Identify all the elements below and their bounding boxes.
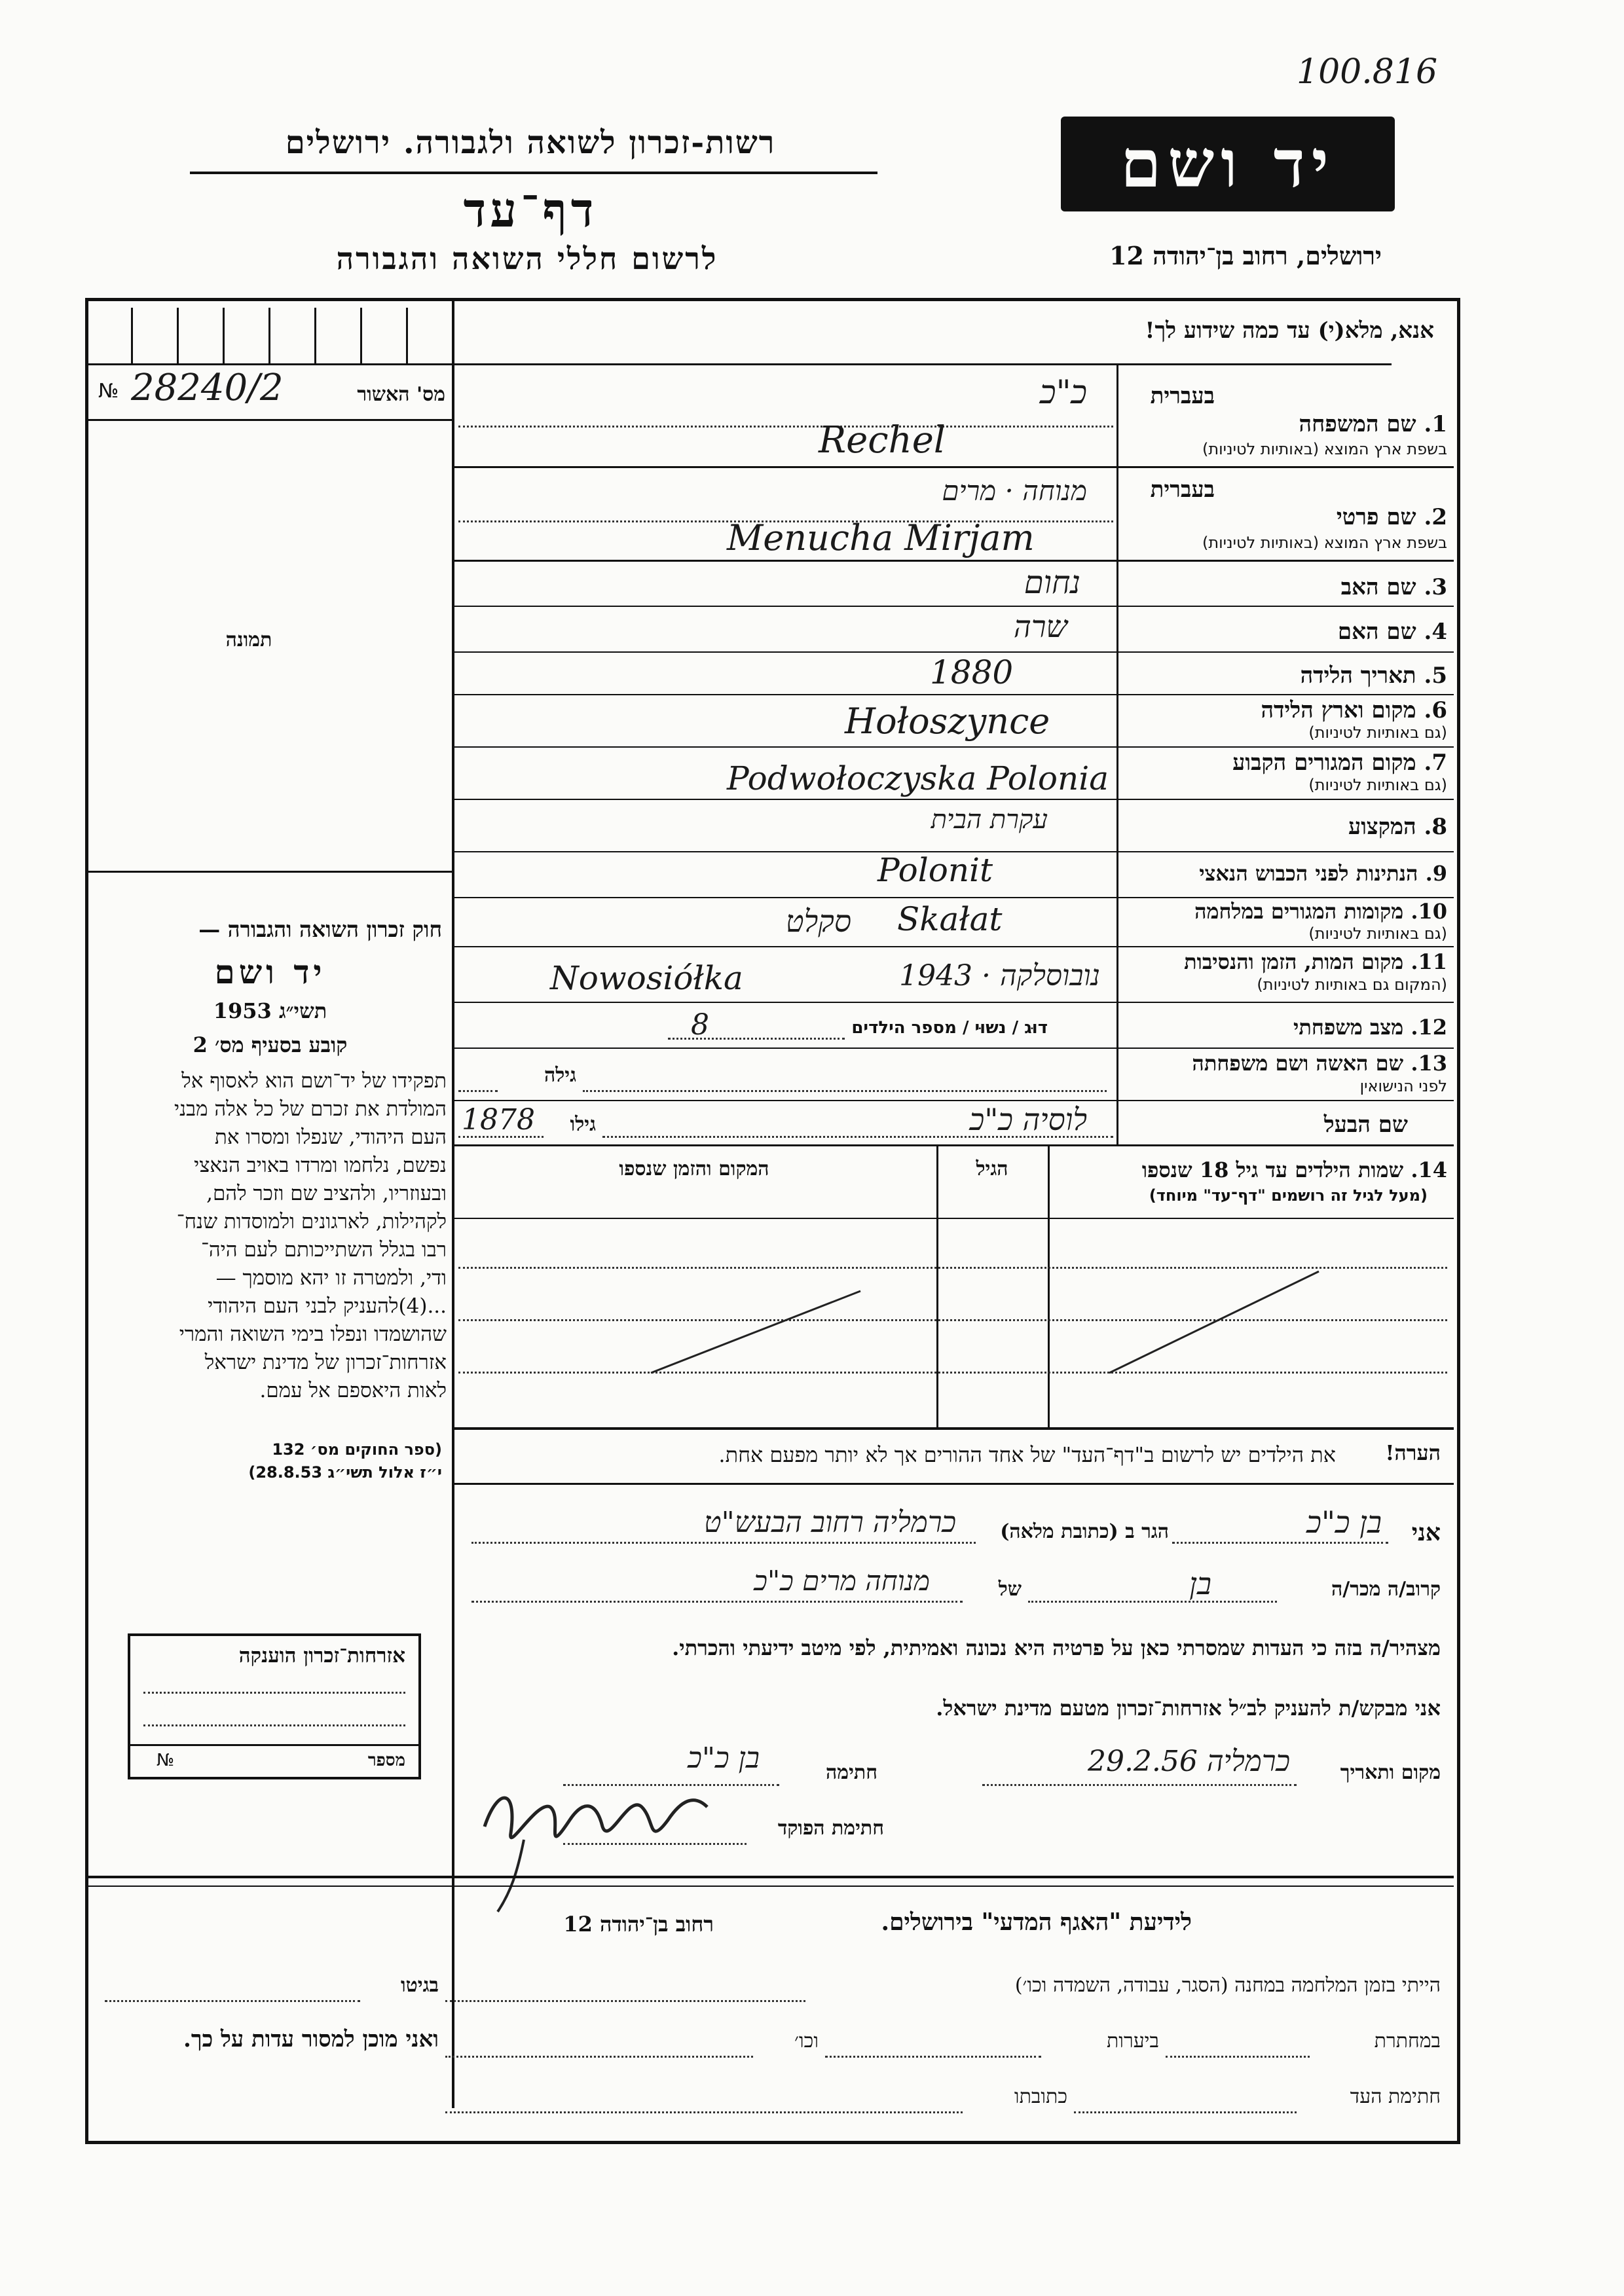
note-label: הערה! [1385, 1440, 1441, 1465]
place-date-value[interactable]: כרמליה 29.2.56 [1087, 1745, 1290, 1778]
law-name: יד ושם [214, 953, 326, 991]
place-date-label: מקום ותאריך [1340, 1761, 1441, 1784]
footer-line-3-a: חתימת העד [1350, 2085, 1441, 2108]
field-13-num: 13. [1411, 1051, 1447, 1076]
field-10-value-latin[interactable]: Skałat [897, 900, 1003, 938]
archive-number: 100.816 [1297, 52, 1438, 92]
law-line: שהושמדו ונפלו בימי השואה והמרי [179, 1322, 447, 1346]
field-5-num: 5. [1424, 663, 1447, 689]
field-6-label [1120, 697, 1447, 723]
husband-age-value[interactable]: 1878 [462, 1103, 535, 1137]
law-line: לקהילות, לארגונים ולמוסדות שנח־ [176, 1210, 447, 1233]
field-10-name: מקומות המגורים במלחמה [1194, 899, 1404, 924]
declaration-i-value[interactable]: בן כ"כ [1306, 1504, 1382, 1540]
signature-label: חתימה [826, 1761, 877, 1784]
law-ref-2: י״ז אלול תשי״ג 28.8.53) [248, 1463, 442, 1482]
footer-line-1-b: בגיטו [400, 1974, 439, 1997]
field-3-label [1120, 574, 1447, 600]
field-2-label [1120, 504, 1447, 530]
field-11-label [1120, 949, 1447, 974]
husband-label: שם הבעל [1323, 1112, 1408, 1138]
declaration-statement-2: אני מבקש/ת להעניק לב״ל אזרחות־זכרון מטעם מדינת ישראל. [936, 1696, 1441, 1721]
field-6-name: מקום וארץ הלידה [1261, 697, 1416, 723]
declaration-of-label: של [998, 1578, 1022, 1601]
children-title [1054, 1157, 1447, 1182]
husband-value[interactable]: לוסיה כ"כ [969, 1102, 1087, 1137]
field-13-name: שם האשה ושם משפחתה [1192, 1051, 1404, 1076]
field-13-label [1120, 1051, 1447, 1076]
law-line: ובעוזריו, ולהציב שם וזכר להם, [206, 1182, 447, 1205]
field-1-num: 1. [1424, 411, 1447, 437]
children-col-age: הגיל [976, 1157, 1008, 1180]
field-5-name: תאריך הלידה [1300, 663, 1416, 689]
law-line: ...(4)להעניק לבני העם היהודי [208, 1294, 447, 1318]
field-3-name: שם האב [1340, 574, 1416, 600]
field-1-sub: בשפת ארץ המוצא (באותיות לטיניות) [1202, 440, 1447, 458]
children-num: 14. [1411, 1157, 1447, 1182]
logo-text: יד ושם [1120, 125, 1335, 202]
field-11-num: 11. [1411, 949, 1447, 974]
footer-address: רחוב בן־יהודה 12 [563, 1912, 714, 1937]
certificate-no-prefix: № [157, 1751, 175, 1770]
law-line: אזרחות־זכרון של מדינת ישראל [204, 1351, 447, 1374]
field-7-value[interactable]: Podwołoczyska Polonia [727, 759, 1109, 797]
footer-line-1-a: הייתי בזמן המלחמה במחנה (הסגר, עבודה, השמדה וכו׳) [1014, 1974, 1441, 1997]
officer-signature-label: חתימת הפוקד [777, 1817, 884, 1840]
field-12-name: מצב משפחתי [1293, 1015, 1404, 1040]
field-11-value-latin[interactable]: Nowosiółka [550, 959, 743, 997]
footer-line-2-a: במחתרת [1374, 2030, 1441, 2052]
field-10-label [1120, 899, 1447, 924]
children-title-text: שמות הילדים עד גיל 18 שנספו [1141, 1157, 1404, 1182]
field-7-sub: (גם באותיות לטיניות) [1308, 776, 1447, 794]
field-11-sub: (המקום גם באותיות לטיניות) [1257, 975, 1447, 994]
field-7-name: מקום המגורים הקבוע [1232, 750, 1416, 776]
law-line: נפשם, נלחמו ומרדו באויב הנאצי [194, 1154, 447, 1177]
field-10-num: 10. [1411, 899, 1447, 924]
approval-prefix: № [98, 380, 119, 403]
footer-line-2-c: וכו׳ [794, 2030, 819, 2052]
field-9-num: 9. [1425, 861, 1447, 886]
law-line: תפקידו של יד־ושם הוא לאסוף אל [181, 1069, 447, 1093]
law-line: לאות היאספם אל עמם. [259, 1379, 447, 1402]
field-5-label [1120, 663, 1447, 689]
field-12-num: 12. [1411, 1015, 1447, 1040]
declaration-living-label: הגר ב (כתובת מלאה) [1000, 1520, 1169, 1543]
field-1-value-latin[interactable]: Rechel [819, 419, 946, 462]
law-title: חוק זכרון השואה והגבורה — [198, 917, 442, 942]
law-line: ודי, ולמטרה זו יהא מוסמך — [215, 1266, 447, 1290]
footer-line-2-b: ביערות [1106, 2030, 1159, 2052]
footer-line-3-b: כתובתו [1014, 2085, 1067, 2108]
declaration-i-label: אני [1411, 1519, 1441, 1546]
field-10-value[interactable]: סקלט [785, 903, 851, 939]
declaration-living-value[interactable]: כרמליה רחוב הבעש"ט [703, 1506, 956, 1539]
field-5-value[interactable]: 1880 [930, 653, 1014, 691]
field-2-num: 2. [1424, 504, 1447, 530]
children-strikeout [454, 1219, 1454, 1427]
law-ref-1: (ספר החוקים מס׳ 132 [272, 1440, 442, 1459]
field-12-label [1120, 1015, 1447, 1040]
field-7-num: 7. [1424, 750, 1447, 776]
field-1-hebrew-tag: בעברית [1150, 383, 1215, 409]
field-1-label [1120, 411, 1447, 437]
field-1-name: שם המשפחה [1299, 411, 1416, 437]
certificate-number-label: מספר [367, 1751, 405, 1770]
field-4-label [1120, 619, 1447, 645]
certificate-box [128, 1633, 421, 1779]
children-col-place: המקום והזמן שנספו [619, 1157, 769, 1180]
field-8-label [1120, 814, 1447, 840]
wife-age-label: גילה [544, 1064, 576, 1087]
law-paragraph [93, 1067, 447, 1405]
note-text: את הילדים יש לרשום ב"דף־העד" של אחד ההורים אך לא יותר מפעם אחת. [718, 1442, 1336, 1467]
footer-title: לידיעת "האגף המדעי" בירושלים. [881, 1908, 1192, 1936]
yad-vashem-logo [1061, 117, 1395, 211]
field-7-label [1120, 750, 1447, 776]
footer-line-2-d: ואני מוכן למסור עדות על כך. [183, 2026, 439, 2052]
field-8-num: 8. [1424, 814, 1447, 840]
law-line: העם היהודי, שנפלו ומסרו את [214, 1125, 447, 1149]
approval-number: 28240/2 [131, 367, 284, 409]
law-line: רבו בגלל השתייכותם לעם היה־ [200, 1238, 447, 1262]
law-year-greg: 1953 [213, 998, 272, 1023]
field-9-value[interactable]: Polonit [877, 851, 993, 889]
field-2-value-he[interactable]: מנוחה · מרים [942, 475, 1087, 507]
field-2-hebrew-tag: בעברית [1150, 477, 1215, 503]
law-line: המולדת את זכרם של כל אלה מבני [174, 1097, 447, 1121]
certificate-title: אזרחות־זכרון הוענקה [238, 1644, 405, 1667]
officer-signature-scribble [471, 1761, 720, 1918]
law-clause: קובע בסעיף מס׳ 2 [193, 1032, 348, 1057]
field-6-sub: (גם באותיות לטיניות) [1308, 723, 1447, 742]
law-year-heb: תשי״ג [278, 998, 327, 1023]
field-4-num: 4. [1424, 619, 1447, 645]
field-4-name: שם האם [1337, 619, 1416, 645]
marital-options: דוּג / נשוּי / מספר הילדים [851, 1018, 1048, 1038]
field-10-sub: (גם באותיות לטיניות) [1308, 924, 1447, 943]
field-2-name: שם פרטי [1336, 504, 1416, 530]
children-count-value[interactable]: 8 [691, 1008, 709, 1042]
husband-age-label: גילו [570, 1113, 596, 1136]
field-2-sub: בשפת ארץ המוצא (באותיות לטיניות) [1202, 534, 1447, 552]
field-3-value[interactable]: נחום [1024, 564, 1080, 601]
field-6-value[interactable]: Hołoszynce [845, 701, 1050, 742]
field-2-value-latin[interactable]: Menucha Mirjam [727, 517, 1035, 558]
field-9-name: הנתינות לפני הכבוש הנאצי [1199, 861, 1418, 886]
photo-label: תמונה [225, 629, 272, 651]
declaration-relative-value[interactable]: בן [1189, 1566, 1211, 1601]
children-sub: (מעל לגיל זה רושמים "דף־עד" מיוחד) [1149, 1186, 1428, 1205]
authority-name: רשות-זכרון לשואה ולגבורה. ירושלים [285, 124, 776, 161]
field-13-sub: לפני הנישואין [1359, 1077, 1447, 1095]
declaration-relative-label: קרוב/ה מכר/ה [1331, 1578, 1441, 1601]
field-8-value[interactable]: עקרת הבית [931, 805, 1048, 835]
field-6-num: 6. [1424, 697, 1447, 723]
header-address: ירושלים, רחוב בן־יהודה 12 [1109, 241, 1382, 270]
intro-text: אנא, מלא(י) עד כמה שידוע לך! [1145, 318, 1434, 344]
field-1-value-he[interactable]: כ"כ [1040, 373, 1087, 411]
field-3-num: 3. [1424, 574, 1447, 600]
field-11-name: מקום המות, הזמן והנסיבות [1184, 949, 1404, 974]
declaration-of-value[interactable]: מנוחה מרים כ"כ [754, 1565, 930, 1597]
law-year-row [98, 998, 442, 1023]
field-9-label [1120, 861, 1447, 886]
form-subtitle: לרשום חללי השואה והגבורה [336, 241, 718, 276]
field-8-name: המקצוע [1348, 814, 1416, 840]
approval-label: מס' האשור [357, 383, 445, 406]
field-11-value[interactable]: נובוסלקה · 1943 [899, 959, 1100, 993]
declaration-statement-1: מצהיר/ה בזה כי העדות שמסרתי כאן על פרטיה היא נכונה ואמיתית, לפי מיטב ידיעתי והכרתי. [672, 1635, 1441, 1660]
form-title: דף־עד [463, 182, 598, 238]
signature-value[interactable]: בן כ"כ [688, 1741, 760, 1775]
field-4-value[interactable]: שרה [1013, 609, 1067, 644]
